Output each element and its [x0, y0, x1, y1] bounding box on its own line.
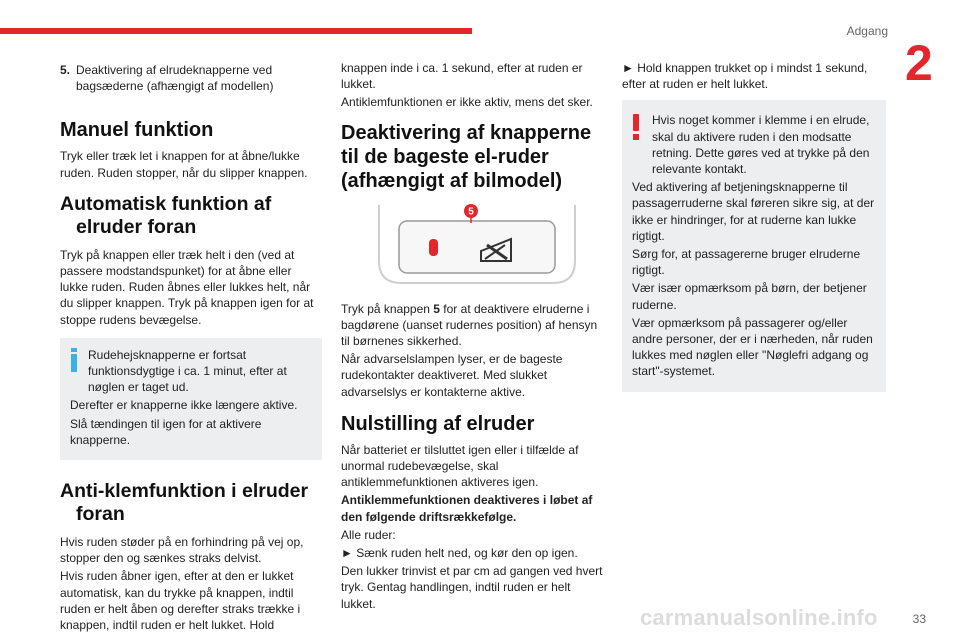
paragraph-warning-lamp: Når advarselslampen lyser, er de bageste rudekontakter deaktiveret. Med slukket advarselslys er kontakterne aktive. — [341, 352, 563, 399]
heading-deactivate-rear: Deaktivering af knapperne til de bageste el-ruder (afhængigt af bilmodel) — [341, 121, 592, 192]
heading-automatic-function: Automatisk funktion af elruder foran — [60, 192, 272, 238]
note-line-2: Derefter er knapperne ikke længere aktive. — [70, 398, 298, 413]
info-icon — [68, 348, 80, 372]
paragraph-anti-pinch-1: Hvis ruden støder på en forhindring på vej op, stopper den og sænkes straks delvist. — [60, 535, 304, 566]
paragraph-reset-bold: Antiklemmefunktionen deaktiveres i løbet af den følgende driftsrækkefølge. — [341, 493, 593, 524]
callout-number: 5 — [468, 206, 474, 218]
step-lower-window: ► Sænk ruden helt ned, og kør den op igen. — [341, 546, 578, 561]
note-line-1: Rudehejsknapperne er fortsat funktionsdygtige i ca. 1 minut, efter at nøglen er taget ud. — [88, 347, 287, 395]
warning-lamp — [429, 239, 438, 256]
column-1 — [60, 60, 322, 635]
info-note — [60, 338, 322, 460]
column-2 — [341, 60, 603, 614]
heading-anti-pinch: Anti-klemfunktion i elruder foran — [60, 480, 309, 526]
list-item-5 — [60, 62, 322, 94]
watermark: carmanualsonline.info — [640, 605, 878, 630]
header-accent-bar — [0, 28, 472, 34]
warning-line-3: Sørg for, at passagererne bruger elruderne rigtigt. — [632, 247, 861, 278]
window-lock-switch-illustration — [377, 199, 577, 289]
column-3 — [622, 60, 886, 392]
list-item-text: Deaktivering af elrudeknapperne ved bagsæderne (afhængigt af modellen) — [76, 63, 274, 94]
paragraph-press-button — [341, 301, 603, 350]
step-hold-button: ► Hold knappen trukket op i mindst 1 sekund, efter at ruden er helt lukket. — [622, 61, 868, 92]
heading-reset: Nulstilling af elruder — [341, 412, 535, 435]
chapter-number: 2 — [905, 35, 933, 91]
warning-line-5: Vær opmærksom på passagerer og/eller andre personer, der er i nærheden, når ruden lukkes med nøglen eller "Nøglefri adgang og start"-systemet. — [632, 315, 873, 379]
paragraph-anti-pinch-2: Hvis ruden åbner igen, efter at den er lukket automatisk, kan du trykke på knappen, indtil ruden er helt åben og derefter straks trække i knappen, indtil ruden er helt lukket. Hold — [60, 569, 301, 633]
paragraph-reset-1: Når batteriet er tilsluttet igen eller i tilfælde af unormal rudebevægelse, skal antiklemmefunktionen aktiveres igen. — [341, 442, 579, 490]
button-reference: 5 — [433, 301, 440, 316]
text-span: Tryk på knappen — [341, 301, 434, 316]
warning-icon — [632, 114, 640, 140]
warning-line-1: Hvis noget kommer i klemme i en elrude, skal du aktivere ruden i den modsatte retning. Dette gøres ved at trykke på den relevante kontakt. — [652, 113, 870, 177]
warning-note — [622, 100, 886, 391]
text-span: for at deaktivere elruderne i bagdørene (uanset rudernes position) af hensyn til børnenes sikkerhed. — [341, 301, 598, 349]
switch-figure — [377, 199, 577, 289]
warning-line-2: Ved aktivering af betjeningsknapperne til passagerruderne skal føreren sikre sig, at der ikke er hindringer, for at ruderne kan lukke rigtigt. — [632, 180, 875, 243]
page-number: 33 — [912, 612, 926, 626]
section-title: Adgang — [846, 24, 888, 38]
note-line-3: Slå tændingen til igen for at aktivere knapperne. — [70, 416, 262, 447]
paragraph-manual-function: Tryk eller træk let i knappen for at åbne/lukke ruden. Ruden stopper, når du slipper knappen. — [60, 149, 308, 180]
heading-manual-function: Manuel funktion — [60, 119, 214, 142]
paragraph-automatic-function: Tryk på knappen eller træk helt i den (ved at passere modstandspunket) for at åbne eller lukke ruden. Ruden åbnes eller lukkes helt, når du slipper knappen. Tryk på knappen igen for at stoppe rudens bevægelse. — [60, 247, 314, 327]
list-item-number: 5. — [60, 63, 71, 77]
paragraph-all-windows: Alle ruder: — [341, 527, 396, 542]
paragraph-continued: knappen inde i ca. 1 sekund, efter at ruden er lukket. — [341, 61, 583, 92]
warning-line-4: Vær især opmærksom på børn, der betjener ruderne. — [632, 281, 867, 312]
paragraph-continued-2: Antiklemfunktionen er ikke aktiv, mens det sker. — [341, 95, 593, 110]
paragraph-closes-stepwise: Den lukker trinvist et par cm ad gangen ved hvert tryk. Gentag handlingen, indtil ruden er helt lukket. — [341, 564, 603, 611]
